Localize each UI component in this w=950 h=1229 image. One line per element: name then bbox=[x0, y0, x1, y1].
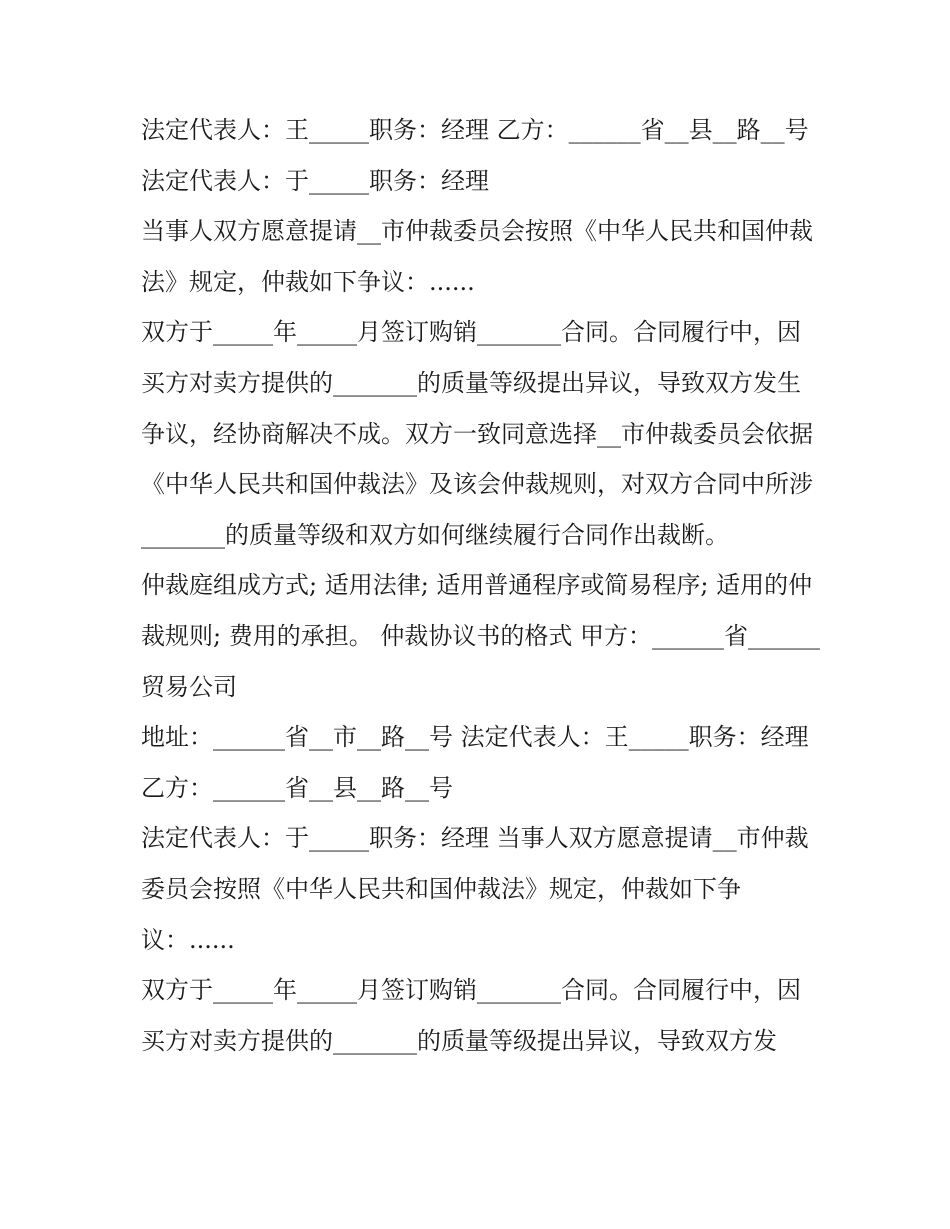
paragraph-request-2: 法定代表人：于_____职务：经理 当事人双方愿意提请__市仲裁委员会按照《中华人民共和国仲裁法》规定，仲裁如下争议：...... bbox=[141, 824, 809, 954]
document-body bbox=[141, 105, 821, 1066]
paragraph-request-1: 当事人双方愿意提请__市仲裁委员会按照《中华人民共和国仲裁法》规定，仲裁如下争议：...... bbox=[141, 217, 813, 296]
paragraph-dispute-1: 双方于_____年_____月签订购销_______合同。合同履行中，因买方对卖方提供的_______的质量等级提出异议，导致双方发生争议，经协商解决不成。双方一致同意选择__市仲裁委员会依据《中华人民共和国仲裁法》及该会仲裁规则，对双方合同中所涉_______的质量等级和双方如何继续履行合同作出裁断。 bbox=[141, 318, 813, 549]
paragraph-address: 地址：______省__市__路__号 法定代表人：王_____职务：经理 乙方：______省__县__路__号 bbox=[141, 723, 809, 802]
paragraph-dispute-2: 双方于_____年_____月签订购销_______合同。合同履行中，因买方对卖方提供的_______的质量等级提出异议，导致双方发 bbox=[141, 976, 801, 1055]
paragraph-parties-1: 法定代表人：王_____职务：经理 乙方：______省__县__路__号 法定代表人：于_____职务：经理 bbox=[141, 116, 809, 195]
paragraph-procedure: 仲裁庭组成方式; 适用法律; 适用普通程序或简易程序; 适用的仲裁规则; 费用的承担。 仲裁协议书的格式 甲方：______省______贸易公司 bbox=[141, 571, 820, 701]
